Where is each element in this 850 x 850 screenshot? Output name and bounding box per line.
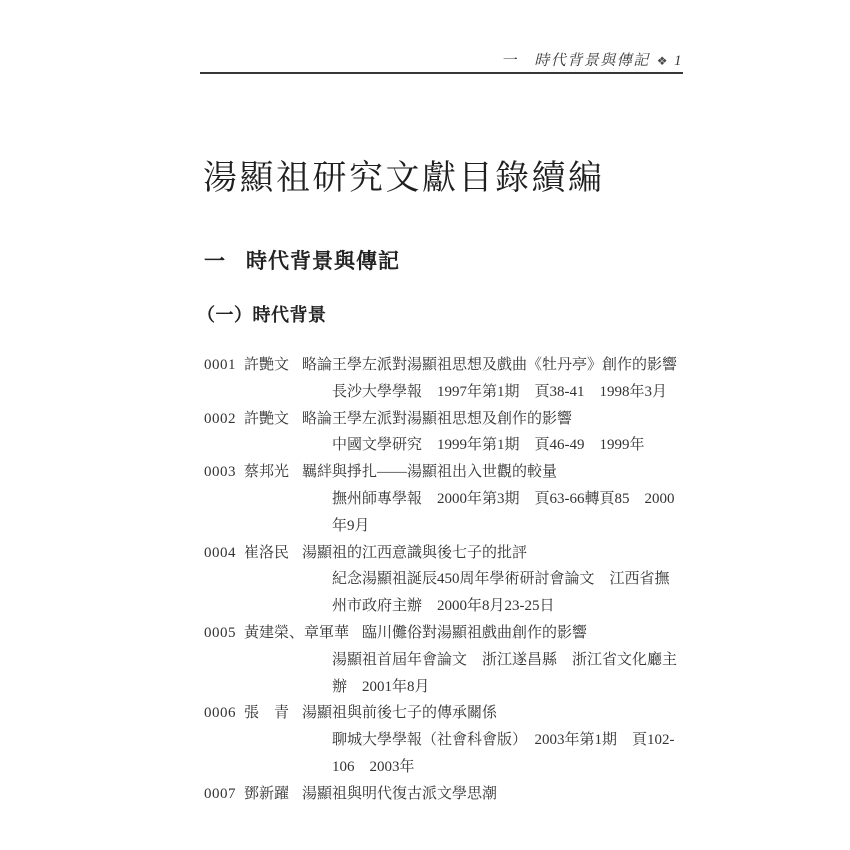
- entry-author: 鄧新躍: [244, 785, 290, 802]
- entry-heading: [204, 540, 674, 567]
- bibliography-entry: [204, 781, 674, 808]
- entry-detail-line: 湯顯祖首屆年會論文 浙江遂昌縣 浙江省文化廳主: [332, 651, 678, 668]
- entry-title: 湯顯祖與前後七子的傳承關係: [302, 705, 498, 722]
- entry-author: 崔洛民: [244, 544, 290, 561]
- diamond-ornament-icon: ❖: [656, 54, 669, 68]
- entry-heading: [204, 620, 674, 647]
- entry-detail-line: 紀念湯顯祖誕辰450周年學術研討會論文 江西省撫: [332, 571, 670, 588]
- document-title: 湯顯祖研究文獻目錄續編: [203, 160, 605, 197]
- entry-title: 湯顯祖的江西意識與後七子的批評: [302, 544, 528, 561]
- entry-author: 許艷文: [244, 357, 290, 373]
- entry-author: 張 青: [244, 705, 290, 722]
- page-number: 1: [674, 53, 683, 69]
- subsection-heading: （一）時代背景: [197, 305, 327, 325]
- entry-detail-line: 撫州師專學報 2000年第3期 頁63-66轉頁85 2000: [332, 490, 675, 507]
- running-head-text: 一 時代背景與傳記: [501, 53, 650, 69]
- entry-id: 0007: [204, 785, 236, 802]
- entry-id: 0002: [204, 410, 236, 427]
- bibliography-entry: [204, 459, 674, 539]
- entry-heading: [204, 352, 678, 379]
- entry-id: 0005: [204, 624, 236, 641]
- entry-title: 湯顯祖與明代復古派文學思潮: [302, 785, 498, 802]
- entry-detail-line: 106 2003年: [332, 758, 415, 775]
- entry-detail-line: 聊城大學學報（社會科會版） 2003年第1期 頁102-: [332, 732, 675, 749]
- entry-author: 許艷文: [244, 410, 290, 427]
- entry-detail-line: 年9月: [332, 517, 370, 534]
- entry-id: 0001: [204, 357, 236, 373]
- bibliography-entry: [204, 406, 674, 460]
- bibliography-entry: [204, 540, 674, 620]
- entry-detail-line: 長沙大學學報 1997年第1期 頁38-41 1998年3月: [332, 383, 667, 400]
- bibliography-entry: [204, 352, 678, 406]
- entry-author: 蔡邦光: [244, 464, 290, 481]
- section-label: 時代背景與傳記: [246, 250, 400, 273]
- bibliography-entry: [204, 620, 678, 700]
- section-heading: [204, 245, 400, 275]
- entry-heading: [204, 406, 674, 433]
- entry-id: 0004: [204, 544, 236, 561]
- bibliography-list: [204, 352, 678, 808]
- entry-detail-line: 州市政府主辦 2000年8月23-25日: [332, 598, 555, 615]
- entry-heading: [204, 781, 674, 808]
- entry-title: 臨川儺俗對湯顯祖戲曲創作的影響: [362, 624, 588, 641]
- entry-author: 黃建榮、章軍華: [244, 624, 350, 641]
- entry-title: 略論王學左派對湯顯祖思想及創作的影響: [302, 410, 573, 427]
- entry-id: 0006: [204, 705, 236, 722]
- section-number: 一: [204, 250, 226, 273]
- entry-heading: [204, 459, 674, 486]
- entry-title: 羈絆與掙扎——湯顯祖出入世觀的較量: [302, 464, 558, 481]
- entry-id: 0003: [204, 464, 236, 481]
- entry-title: 略論王學左派對湯顯祖思想及戲曲《牡丹亭》創作的影響: [302, 357, 678, 373]
- entry-detail-line: 辦 2001年8月: [332, 678, 430, 695]
- entry-detail-line: 中國文學研究 1999年第1期 頁46-49 1999年: [332, 437, 645, 454]
- bibliography-entry: [204, 700, 674, 780]
- running-head: [200, 49, 683, 70]
- header-rule: [200, 72, 683, 74]
- entry-heading: [204, 700, 674, 727]
